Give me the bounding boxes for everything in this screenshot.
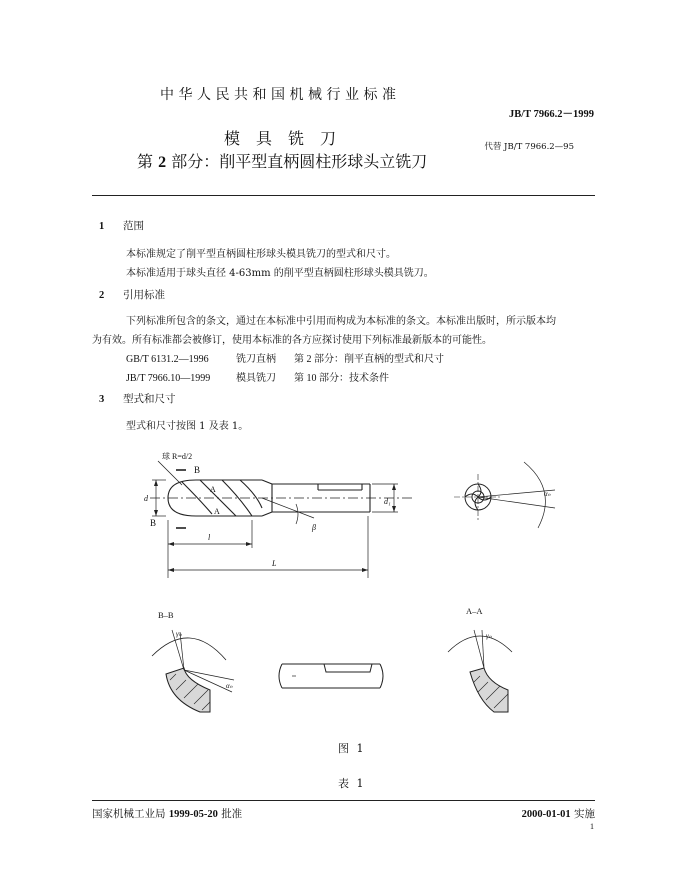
paragraph: 本标准适用于球头直径 4-63mm 的削平型直柄圆柱形球头模具铣刀。 xyxy=(126,268,434,279)
subtitle-prefix: 第 xyxy=(137,152,154,171)
standard-number: JB/T 7966.2－1999 xyxy=(509,109,594,120)
replaces-note: 代替 JB/T 7966.2—95 xyxy=(484,142,574,152)
standard-body: 中华人民共和国机械行业标准 xyxy=(160,87,401,103)
section-bb-view xyxy=(152,630,234,712)
subtitle-rest: 部分：削平型直柄圆柱形球头立铣刀 xyxy=(171,152,428,171)
section-number: 3 xyxy=(99,394,105,405)
shank-flat-view xyxy=(279,664,383,688)
footer-effective xyxy=(522,806,595,821)
table-caption: 表 1 xyxy=(338,777,366,790)
length-l-label: l xyxy=(208,533,211,542)
aa-gamma-label: γₙ xyxy=(486,632,492,640)
reference-part: 第 10 部分：技术条件 xyxy=(294,373,389,384)
page-number: 1 xyxy=(590,822,594,831)
view-bb-label: B–B xyxy=(158,610,174,620)
effective-date: 2000-01-01 xyxy=(521,809,571,820)
length-L-label: L xyxy=(272,559,277,568)
subtitle-part-number: 2 xyxy=(158,154,167,171)
reference-code: JB/T 7966.10—1999 xyxy=(126,373,211,384)
paragraph: 本标准规定了削平型直柄圆柱形球头模具铣刀的型式和尺寸。 xyxy=(126,249,396,260)
section-b-bottom-label: B xyxy=(150,518,157,528)
view-aa-label: A–A xyxy=(466,606,483,616)
approve-label: 批准 xyxy=(221,808,243,820)
footer-approval xyxy=(92,806,242,821)
paragraph: 型式和尺寸按图 1 及表 1。 xyxy=(126,421,249,432)
figure-caption: 图 1 xyxy=(338,742,366,755)
ball-radius-label: 球 R=d/2 xyxy=(162,452,193,461)
bb-gamma-label: γₙ xyxy=(176,630,182,638)
section-title: 引用标准 xyxy=(123,289,165,301)
reference-code: GB/T 6131.2—1996 xyxy=(126,354,209,365)
reference-part: 第 2 部分：削平直柄的型式和尺寸 xyxy=(294,354,444,365)
paragraph: 为有效。所有标准都会被修订，使用本标准的各方应探讨使用下列标准最新版本的可能性。 xyxy=(92,335,492,346)
section-b-top-label: B xyxy=(194,465,201,475)
effective-label: 实施 xyxy=(574,808,595,820)
section-number: 2 xyxy=(99,290,105,301)
reference-name: 模具铣刀 xyxy=(236,373,276,384)
section-a-bottom-label: A xyxy=(214,507,220,516)
helix-angle-label: β xyxy=(312,523,316,532)
issuer: 国家机械工业局 xyxy=(92,808,166,820)
end-alpha-label: αₙ xyxy=(544,490,551,498)
paragraph: 下列标准所包含的条文，通过在本标准中引用而构成为本标准的条文。本标准出版时，所示版本均 xyxy=(126,316,556,327)
section-a-top-label: A xyxy=(210,485,216,494)
diameter-d1-label: d₁ xyxy=(384,497,391,506)
approve-date: 1999-05-20 xyxy=(168,809,218,820)
reference-name: 铣刀直柄 xyxy=(236,354,276,365)
cutter-end-view xyxy=(454,462,555,528)
section-number: 1 xyxy=(99,221,105,232)
section-title: 型式和尺寸 xyxy=(123,393,176,405)
document-title: 模具铣刀 xyxy=(224,129,353,148)
section-title: 范围 xyxy=(123,220,144,232)
diameter-d-label: d xyxy=(144,494,148,503)
bb-alpha-label: αₙ xyxy=(226,682,233,690)
footer-divider xyxy=(92,800,595,801)
section-aa-view xyxy=(448,630,512,712)
